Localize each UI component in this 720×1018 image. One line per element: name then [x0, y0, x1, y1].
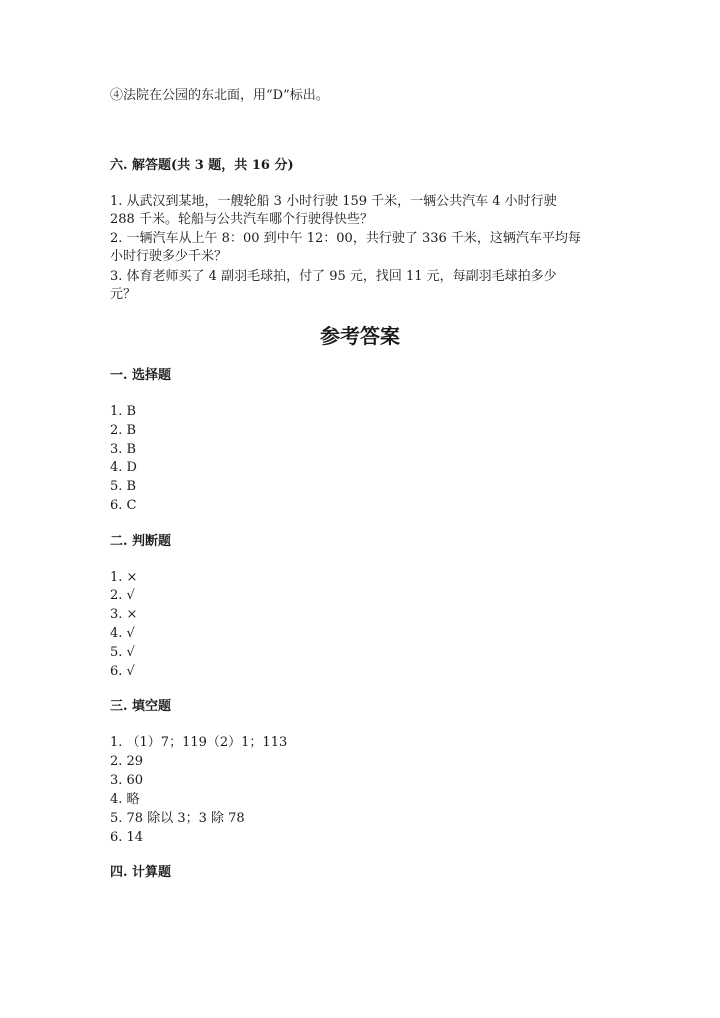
judge-answer: 2. √	[110, 588, 135, 603]
q2-line1: 2. 一辆汽车从上午 8：00 到中午 12：00，共行驶了 336 千米，这辆汽车平均每	[110, 231, 581, 246]
judge-answer: 5. √	[110, 645, 135, 660]
intro-line: ④法院在公园的东北面，用“D”标出。	[110, 88, 329, 103]
section6-heading: 六. 解答题(共 3 题，共 16 分)	[110, 158, 294, 173]
fill-answer: 2. 29	[110, 754, 144, 769]
choice-answer: 6. C	[110, 498, 137, 513]
q3-line2: 元？	[110, 287, 137, 302]
judge-heading: 二. 判断题	[110, 534, 172, 549]
fill-heading: 三. 填空题	[110, 699, 172, 714]
fill-answer: 6. 14	[110, 830, 144, 845]
choice-answer: 5. B	[110, 479, 137, 494]
judge-answer: 1. ×	[110, 570, 138, 585]
q1-line2: 288 千米。轮船与公共汽车哪个行驶得快些？	[110, 212, 373, 227]
choice-heading: 一. 选择题	[110, 368, 172, 383]
fill-answer: 1. （1）7；119（2）1；113	[110, 735, 288, 750]
q2-line2: 小时行驶多少千米？	[110, 249, 228, 264]
judge-answer: 6. √	[110, 664, 135, 679]
judge-answer: 4. √	[110, 626, 135, 641]
fill-answer: 5. 78 除以 3；3 除 78	[110, 811, 245, 826]
choice-answer: 2. B	[110, 423, 137, 438]
choice-answer: 4. D	[110, 460, 137, 475]
calc-heading: 四. 计算题	[110, 865, 172, 880]
fill-answer: 4. 略	[110, 792, 140, 807]
fill-answer: 3. 60	[110, 773, 144, 788]
choice-answer: 3. B	[110, 442, 137, 457]
judge-answer: 3. ×	[110, 607, 138, 622]
choice-answer: 1. B	[110, 404, 137, 419]
q1-line1: 1. 从武汉到某地，一艘轮船 3 小时行驶 159 千米，一辆公共汽车 4 小时行驶	[110, 194, 557, 209]
q3-line1: 3. 体育老师买了 4 副羽毛球拍，付了 95 元，找回 11 元，每副羽毛球拍多少	[110, 269, 557, 284]
answer-title: 参考答案	[320, 324, 400, 348]
